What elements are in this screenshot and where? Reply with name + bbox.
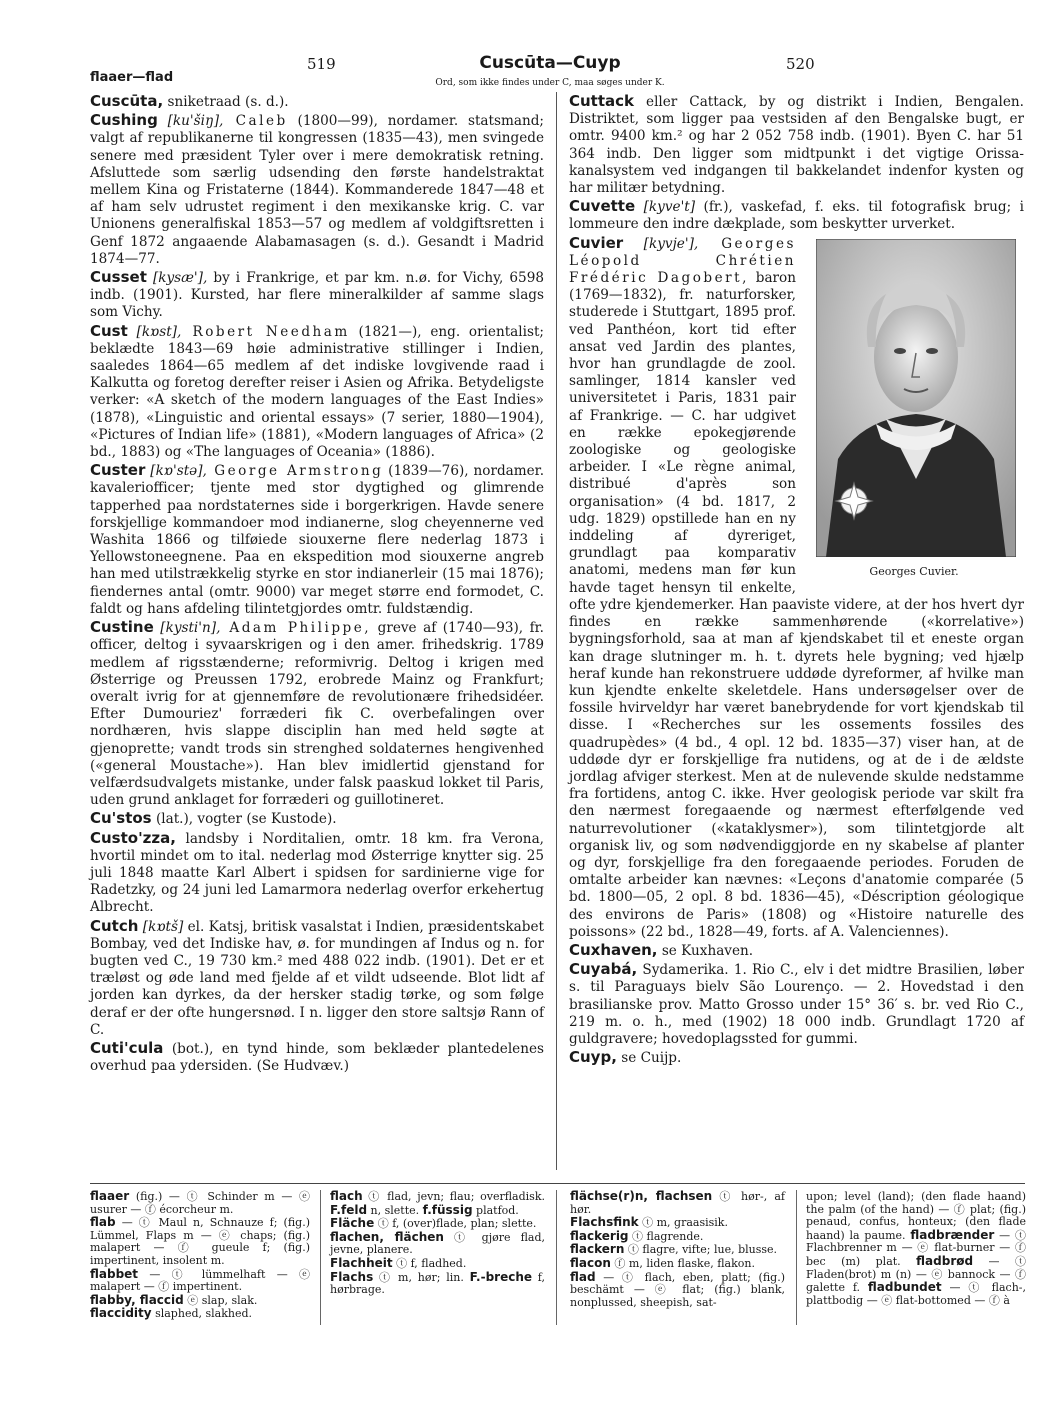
- left-column: [90, 93, 544, 1076]
- footer-headword: flabby, flaccid: [90, 1292, 184, 1307]
- entry-text: (1800—99), nordamer. statsmand; valgt af republikanerne til kongressen (1835—43), men svingede senere med præsident Tyler over i mere demokratisk retning. Afsluttede som særlig udsending den første handelstraktat mellem Kina og Fristaterne (1844). Kommanderede 1847—48 et af ham selv udrustet regiment i den mexikanske krig. C. var Unionens generalfiskal 1853—57 og medlem af voldgiftsretten i Genf 1872 angaaende Alabamasagen (s. d.). Gesandt i Madrid 1874—77.: [90, 113, 544, 267]
- entry-text: (1839—76), nordamer. kavaleriofficer; tjente med stor dygtighed og glimrende tapperhed paa nordstaternes side i borgerkrigen. Havde senere forskjellige kommandoer mod indianerne, slog cheyennerne ved Washita 1866 og tilføiede siouxerne flere nederlag 1873 i Yellowstoneegnene. Paa en ekspedition mod siouxerne angreb han med utilstrækkelig styrke en stor indianerleir (15 mai 1876); fiendernes antal (omtr. 9000) var meget større end formodet, C. faldt og hans afdeling tilintetgjordes omtr. fuldstændig.: [90, 463, 545, 617]
- person-name: Caleb: [223, 113, 288, 130]
- entry-cuyaba: [569, 961, 1024, 1048]
- headword: Cuttack: [569, 92, 635, 110]
- headword: Custer: [90, 461, 146, 480]
- footer-text: — ⓣ Fladen(brot) m (n) — ⓔ bannock — ⓕ galette f.: [806, 1254, 1026, 1295]
- entry-text: se Cuijp.: [616, 1050, 682, 1067]
- footer-text: upon; level (land); (den flade haand) the palm (of the hand) — ⓕ plat; (fig.) penaud, confus, honteux; (den flade haand) la paume.: [806, 1190, 1026, 1242]
- pronunciation: [kyvje'],: [623, 235, 699, 252]
- entry-text: landsby i Norditalien, omtr. 18 km. fra Verona, hvortil mindet om to ital. nederlag mod Østerrige knytter sig. 25 juli 1848 maatte Karl Albert i spidsen for sardinierne vige for Radetzky, og 24 juni led Lamarmora nederlag overfor erkehertug Albrecht.: [90, 830, 544, 916]
- running-head: Cuscūta—Cuyp: [479, 53, 621, 73]
- portrait-caption: Georges Cuvier.: [869, 564, 959, 578]
- headword: Cuyabá,: [569, 960, 638, 979]
- footer-text: — ⓣ flach, eben, platt; (fig.) beschämt — ⓔ flat; (fig.) blank, nonplussed, sheepish, sat-: [570, 1270, 785, 1309]
- cuvier-portrait-image: [816, 239, 1016, 557]
- right-column: [569, 93, 1024, 1068]
- footer-headword: flach: [330, 1189, 363, 1203]
- entry-text: by i Frankrige, et par km. n.ø. for Vichy, 6598 indb. (1901). Kursted, har flere mineralkilder af samme slags som Vichy.: [90, 270, 545, 321]
- footer-column-4: [806, 1190, 1026, 1307]
- footer-text: ⓣ gjøre flad, jevne, planere.: [330, 1230, 545, 1257]
- headword: Cuxhaven,: [569, 940, 658, 959]
- footer-entry: [570, 1216, 785, 1230]
- footer-column-1: [90, 1190, 310, 1321]
- entry-custer: [90, 462, 544, 618]
- entry-text: se Kuxhaven.: [657, 942, 754, 959]
- footer-text: ⓣ m, graasisik.: [638, 1216, 728, 1230]
- headword: Custine: [90, 618, 154, 637]
- footer-entry: [90, 1307, 310, 1321]
- headword: Cusset: [90, 268, 147, 287]
- entry-cust: [90, 323, 544, 462]
- headword: Custo'zza,: [90, 828, 176, 847]
- headword: Cuyp,: [569, 1048, 617, 1067]
- footer-text: — ⓣ flach-, plattbodig — ⓔ flat-bottomed — ⓕ à: [806, 1281, 1026, 1307]
- headword: Cuvette: [569, 197, 636, 216]
- footer-text: ⓣ m, hør; lin.: [373, 1270, 470, 1284]
- footer-headword: Flachsfink: [570, 1215, 639, 1230]
- pronunciation: [kɒ'stə],: [145, 463, 207, 480]
- headword: Cutch: [90, 916, 139, 935]
- pronunciation: [kysæ'],: [146, 270, 208, 287]
- person-name: George Armstrong: [206, 463, 384, 480]
- pronunciation: [kɒst],: [127, 323, 182, 340]
- footer-text: ⓕ m, liden flaske, flakon.: [610, 1256, 755, 1270]
- footer-entry: [806, 1190, 1026, 1307]
- footer-entry: [570, 1230, 785, 1244]
- footer-headword: flad: [570, 1269, 596, 1284]
- footer-entry: [90, 1216, 310, 1267]
- footer-entry: [330, 1217, 545, 1231]
- entry-cuyp: [569, 1049, 1024, 1067]
- headword: Cust: [90, 321, 128, 340]
- footer-headword: flaccidity: [90, 1306, 152, 1321]
- footer-headword: fladbundet: [867, 1280, 942, 1295]
- entry-text: baron (1769—1832), fr. naturforsker, studerede i Stuttgart, 1895 prof. ved Panthéon, kort tid efter ansat ved Jardin des plantes, hvor han grundlagde de zool. samlinger, 1814 kansler ved universitetet i Paris, 1831 pair af Frankrige. — C. har udgivet en række epokegjørende zoologiske og geologiske arbeider. I «Le règne animal, distribué d'après son organisation» (4 bd. 1817, 2 udg. 1829) opstillede han en ny inddeling af dyreriget, grundlagt paa komparativ anatomi, medens man før kun havde taget hensyn til enkelte, ofte ydre kjendemerker. Han paaviste videre, at der hos hvert dyr findes en række sammenhørende («korrelative») bygningsforhold, saa at man af kjendskabet til et eneste organ kan drage slutninger m. h. t. dyrets hele bygning; ved hjælp heraf kunde han rekonstruere uddøde dyreformer, af hvilke man kun kjendte enkelte skeletdele. Hans undersøgelser over de fossile hvirveldyr har været banebrydende for vort kjendskab til disse. I «Recherches sur les ossements fossiles des quadrupèdes» (4 bd., 4 opl. 12 bd. 1835—37) viser han, at de uddøde dyr er forskjellige fra nutidens, og at de i de ældste jordlag afviger sterkest. Men at de nulevende skulde nedstamme fra fortidens, antog C. ikke. Hver geologisk periode var skilt fra den nærmest foregaaende og nærmest efterfølgende ved naturrevolutioner («kataklysmer»), som tilintetgjorde alt organisk liv, og som nødvendiggjorde en ny skabelse af planter og dyr, forskjellige fra den foregaaende periodes. Foruden de omtalte arbeider kan nævnes: «Leçons d'anatomie comparée (5 bd. 1800—05, 2 opl. 8 bd. 1836—45), «Déscription géologique des environs de Paris» (1808) og «Histoire naturelle des poissons» (22 bd., 1828—49, forts. af A. Valenciennes).: [569, 270, 1024, 940]
- footer-headword: flachen, flächen: [330, 1229, 444, 1244]
- footer-text: (fig.) — ⓣ Schinder m — ⓔ usurer — ⓕ écorcheur m.: [90, 1190, 310, 1216]
- person-name: Robert Needham: [181, 323, 350, 340]
- headword: Cuti'cula: [90, 1038, 164, 1057]
- header-subnote: Ord, som ikke findes under C, maa søges under K.: [435, 78, 665, 88]
- footer-headword: Fläche: [330, 1216, 375, 1231]
- entry-cuxhaven: [569, 942, 1024, 960]
- footer-text: — ⓣ Flachbrenner m — ⓔ flat-burner — ⓕ bec (m) plat.: [806, 1228, 1026, 1268]
- entry-text: (1821—), eng. orientalist; beklædte 1843—69 høie administrative stillinger i Indien, saaledes 1864—65 medlem af det indiske lovgivende raad i Kalkutta og foretog derefter reiser i Asien og Afrika. Betydeligste verker: «A sketch of the modern languages of the East Indies» (1878), «Linguistic and oriental essays» (7 serier, 1880—1904), «Pictures of Indian life» (1881), «Modern languages of Africa» (2 bd., 1883) og «The languages of Oceania» (1886).: [90, 323, 544, 461]
- footer-headword: flackerig: [570, 1228, 629, 1243]
- footer-entry: [90, 1190, 310, 1216]
- footer-text: f, hørbrage.: [330, 1270, 545, 1297]
- footer-headword: flabbet: [90, 1266, 139, 1281]
- footer-entry: [90, 1294, 310, 1308]
- entry-cuticula: [90, 1040, 544, 1075]
- entry-text: Sydamerika. 1. Rio C., elv i det midtre Brasilien, løber s. til Paraguays bielv São Lourenço. — 2. Hovedstad i den brasilianske prov. Matto Grosso under 15° 36′ s. br. ved Rio C., 219 m. o. h., med (1902) 18 000 indb. Grundlagt 1720 af guldgravere; hovedoplagssted for gummi.: [569, 962, 1024, 1047]
- footer-headword: flackern: [570, 1242, 625, 1257]
- entry-text: greve af (1740—93), fr. officer, deltog i syvaarskrigen og i den amer. frihedskrig. 1789 medlem af rigsstænderne; reformivrig. Deltog i krigen med Østerrige og Preussen 1792, erobrede Mainz og Frankfurt; overalt ivrig for at gjennemføre de revolutionære frihedsidéer. Efter Dumouriez' forræderi fik C. overbefalingen over nordhæren, hvis slappe disciplin han med held søgte at gjenoprette; vandt trods sin strenghed soldaternes hengivenhed («general Moustache»). Han blev imidlertid gjenstand for velfærdsudvalgets mistanke, under falsk paaskud lokket til Paris, uden grund anklaget for forræderi og guillotineret.: [90, 620, 544, 809]
- footer-text: ⓣ f, (over)flade, plan; slette.: [374, 1217, 537, 1231]
- footer-divider: [320, 1190, 321, 1325]
- entry-cusset: [90, 269, 544, 322]
- entry-cushing: [90, 112, 544, 268]
- footer-headword: flaaer: [90, 1189, 130, 1203]
- page-number-right: 520: [786, 55, 815, 73]
- person-name: Adam Philippe,: [220, 620, 372, 637]
- headword: Cuvier: [569, 233, 624, 252]
- entry-cuscuta: [90, 93, 544, 111]
- footer-headword: Flachs: [330, 1269, 374, 1284]
- footer-headword: fladbrød: [916, 1253, 974, 1268]
- footer-headword: breche: [485, 1269, 533, 1284]
- entry-custine: [90, 619, 544, 809]
- footer-column-2: [330, 1190, 545, 1297]
- pronunciation: [kyve't]: [635, 199, 696, 216]
- footer-divider: [556, 1190, 557, 1325]
- entry-text: (bot.), en tynd hinde, som beklæder plantedelenes overhud paa ydersiden. (Se Hudvæv.): [90, 1040, 544, 1075]
- person-name: Georges Léopold Chrétien Frédéric Dagobert,: [569, 235, 796, 287]
- footer-headword: f.füssig: [422, 1202, 473, 1217]
- guide-words: flaaer—flad: [90, 70, 174, 85]
- headword: Cuscūta,: [90, 92, 164, 110]
- entry-custozza: [90, 830, 544, 917]
- footer-text: platfod.: [472, 1203, 519, 1217]
- footer-entry: [570, 1243, 785, 1257]
- footer-headword: flab: [90, 1215, 116, 1230]
- footer-entry: [570, 1190, 785, 1216]
- column-divider: [556, 92, 557, 1170]
- footer-column-3: [570, 1190, 785, 1309]
- entry-text: sniketraad (s. d.).: [163, 94, 289, 110]
- footer-entry: [570, 1271, 785, 1310]
- footer-entry: [570, 1257, 785, 1271]
- footer-headword: fladbrænder: [910, 1227, 995, 1242]
- footer-headword: flacon: [570, 1255, 611, 1270]
- headword: Cushing: [90, 111, 158, 130]
- pronunciation: [kɒtš]: [138, 918, 184, 935]
- headword: Cu'stos: [90, 809, 152, 828]
- entry-cuvette: [569, 198, 1024, 233]
- footer-headword: F.feld: [330, 1202, 368, 1217]
- footer-text: ⓣ flagrende.: [628, 1229, 704, 1243]
- footer-headword: flächse(r)n, flachsen: [570, 1189, 713, 1203]
- entry-cuttack: [569, 93, 1024, 197]
- footer-text: ⓣ flagre, vifte; lue, blusse.: [624, 1243, 778, 1257]
- footer-rule: [90, 1183, 1025, 1184]
- footer-entry: [330, 1231, 545, 1257]
- footer-text: n, slette.: [367, 1203, 423, 1217]
- footer-entry: [330, 1190, 545, 1217]
- footer-entry: [90, 1268, 310, 1294]
- pronunciation: [kysti'n],: [153, 620, 221, 637]
- entry-text: el. Katsj, britisk vasalstat i Indien, præsidentskabet Bombay, ved det Indiske hav, ø. for mundingen af Indus og n. for bugten ved C., 19 730 km.² med 488 022 indb. (1901). Det er et træløst og øde land med fjelde af et vildt udseende. Blot lidt af jorden kan dyrkes, da der hersker stadig tørke, og som følge deraf er der ofte hungersnød. I n. ligger den store saltsjø Rann of C.: [90, 918, 544, 1038]
- footer-text: ⓔ slap, slak.: [183, 1293, 258, 1307]
- entry-text: (fr.), vaskefad, f. eks. til fotografisk brug; i lommeure den indre dækplade, som beskytter urverket.: [569, 199, 1024, 233]
- footer-text: ⓣ flad, jevn; flau; overfladisk.: [362, 1190, 545, 1203]
- portrait-figure: [804, 239, 1024, 591]
- footer-divider: [796, 1190, 797, 1325]
- pronunciation: [ku'šiŋ],: [157, 113, 224, 130]
- footer-headword: F.-: [469, 1269, 486, 1284]
- entry-custos: [90, 810, 544, 828]
- entry-cutch: [90, 918, 544, 1039]
- page-number-left: 519: [307, 55, 336, 73]
- footer-text: slaphed, slakhed.: [151, 1307, 253, 1321]
- footer-text: — ⓣ lümmelhaft — ⓔ malapert — ⓕ impertinent.: [90, 1267, 310, 1294]
- footer-entry: [330, 1257, 545, 1271]
- entry-text: eller Cattack, by og distrikt i Indien, Bengalen. Distriktet, som ligger paa vestsiden af den Bengalske bugt, er omtr. 9400 km.² og har 2 052 758 indb. (1901). Byen C. har 51 364 indb. Den ligger som midtpunkt i det vigtige Orissa-kanalsystem ved indgangen til bakkelandet indenfor kysten og har militær betydning.: [569, 94, 1024, 197]
- footer-headword: Flachheit: [330, 1255, 393, 1270]
- footer-entry: [330, 1271, 545, 1297]
- footer-text: ⓣ f, fladhed.: [392, 1256, 467, 1270]
- entry-text: (lat.), vogter (se Kustode).: [151, 811, 337, 828]
- footer-text: — ⓣ Maul n, Schnauze f; (fig.) Lümmel, Flaps m — ⓔ chaps; (fig.) malapert — ⓕ gueule f; (fig.) impertinent, insolent m.: [90, 1216, 310, 1267]
- footer-text: ⓣ hør-, af hør.: [570, 1190, 785, 1216]
